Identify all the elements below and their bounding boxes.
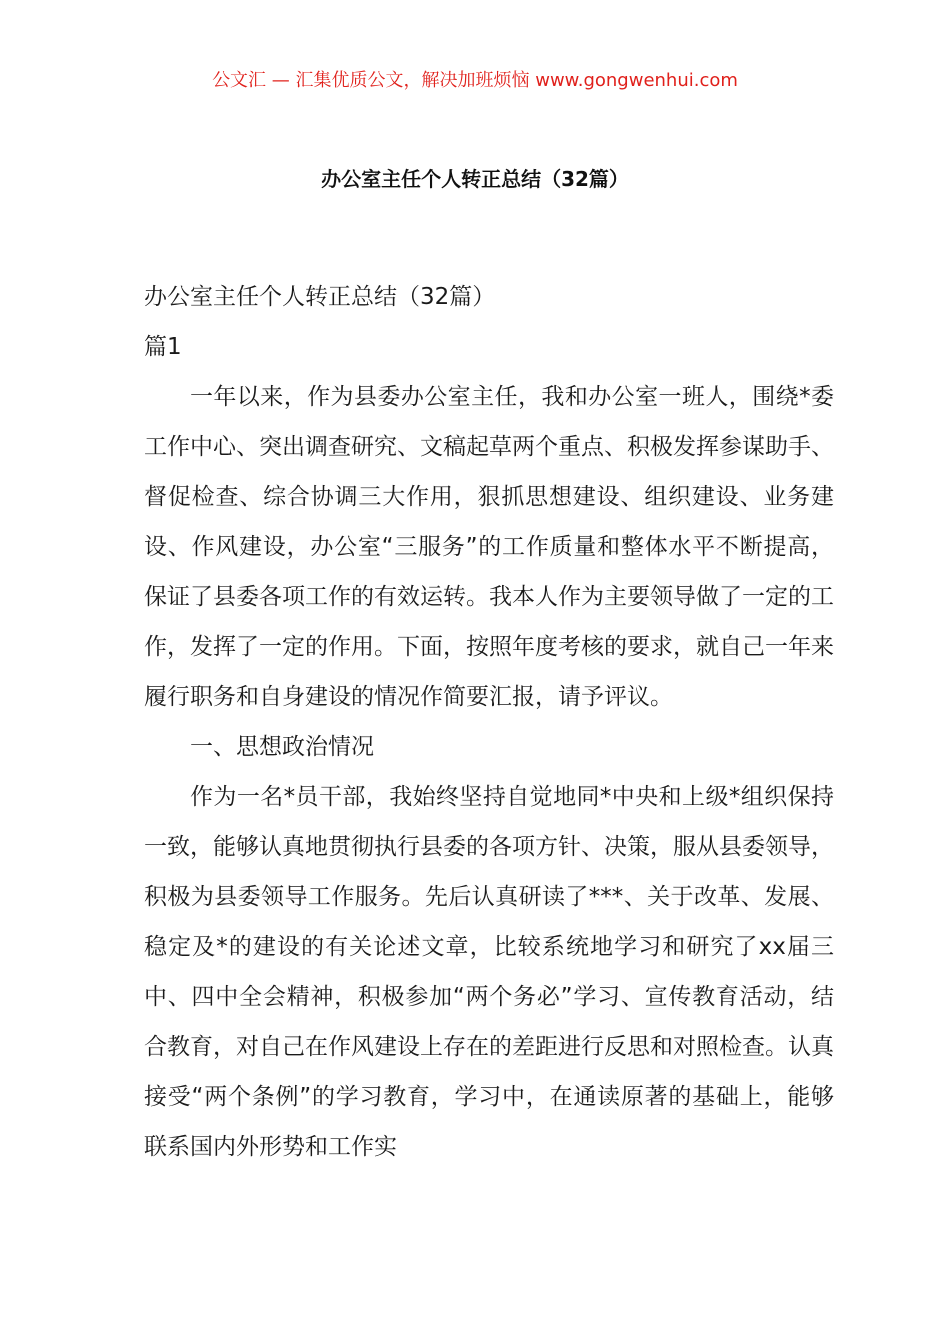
chapter-heading: 篇1 (144, 334, 182, 360)
header-banner: 公文汇 — 汇集优质公文，解决加班烦恼 www.gongwenhui.com (212, 70, 738, 91)
document-title: 办公室主任个人转正总结（32篇） (321, 167, 629, 191)
document-body (144, 272, 834, 1172)
document-subtitle: 办公室主任个人转正总结（32篇） (144, 284, 496, 310)
section-heading: 一、思想政治情况 (190, 734, 374, 760)
paragraph: 作为一名*员干部，我始终坚持自觉地同*中央和上级*组织保持一致，能够认真地贯彻执行县委的各项方针、决策，服从县委领导，积极为县委领导工作服务。先后认真研读了***、关于改革、发展、稳定及*的建设的有关论述文章，比较系统地学习和研究了xx届三中、四中全会精神，积极参加“两个务必”学习、宣传教育活动，结合教育，对自己在作风建设上存在的差距进行反思和对照检查。认真接受“两个条例”的学习教育，学习中，在通读原著的基础上，能够联系国内外形势和工作实 (144, 784, 834, 1160)
paragraph: 一年以来，作为县委办公室主任，我和办公室一班人，围绕*委工作中心、突出调查研究、文稿起草两个重点、积极发挥参谋助手、督促检查、综合协调三大作用，狠抓思想建设、组织建设、业务建设、作风建设，办公室“三服务”的工作质量和整体水平不断提高，保证了县委各项工作的有效运转。我本人作为主要领导做了一定的工作，发挥了一定的作用。下面，按照年度考核的要求，就自己一年来履行职务和自身建设的情况作简要汇报，请予评议。 (144, 384, 834, 710)
